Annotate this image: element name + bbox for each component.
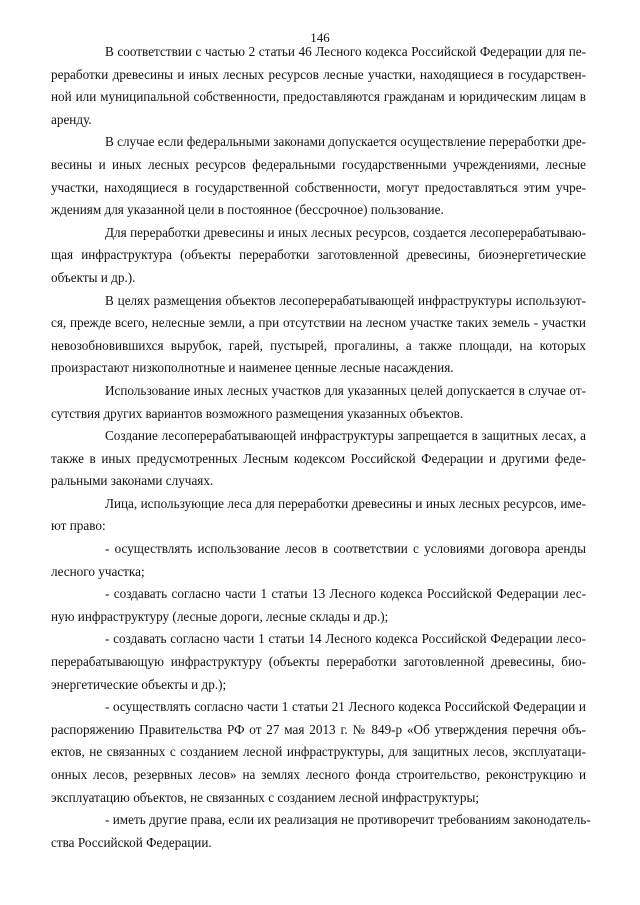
paragraph xyxy=(51,696,586,809)
text-line: Использование иных лесных участков для указанных целей допускается в случае от- xyxy=(105,382,586,398)
paragraph xyxy=(51,131,587,221)
paragraph xyxy=(51,809,591,854)
text-line: распоряжению Правительства РФ от 27 мая 2013 г. № 849-р «Об утверждения перечня объ- xyxy=(51,721,586,737)
text-line: ждениям для указанной цели в постоянное (бессрочное) пользование. xyxy=(51,202,444,218)
text-line: Для переработки древесины и иных лесных ресурсов, создается лесоперерабатываю- xyxy=(105,224,586,240)
page-number: 146 xyxy=(310,30,330,45)
text-line: щая инфраструктура (объекты переработки заготовленной древесины, биоэнергетические xyxy=(51,247,586,263)
text-line: эксплуатацию объектов, не связанных с созданием лесной инфраструктуры; xyxy=(51,789,479,805)
text-line: В соответствии с частью 2 статьи 46 Лесного кодекса Российской Федерации для пе- xyxy=(105,44,586,59)
text-line: ства Российской Федерации. xyxy=(51,834,212,850)
document-body xyxy=(51,41,591,854)
text-line: - иметь другие права, если их реализация не противоречит требованиям законодатель- xyxy=(105,812,591,828)
text-line: перерабатывающую инфраструктуру (объекты переработки заготовленной древесины, био- xyxy=(51,654,586,670)
text-line: ную инфраструктуру (лесные дороги, лесные склады и др.); xyxy=(51,608,389,624)
text-line: энергетические объекты и др.); xyxy=(51,676,227,692)
text-line: ральными законами случаях. xyxy=(51,473,214,489)
paragraph xyxy=(51,628,586,696)
text-line: ектов, не связанных с созданием лесной инфраструктуры, для защитных лесов, эксплуатаци- xyxy=(51,744,586,760)
text-line: реработки древесины и иных лесных ресурсов лесные участки, находящиеся в государствен- xyxy=(51,66,586,82)
text-line: участки, находящиеся в государственной собственности, могут предоставляться этим учре- xyxy=(51,179,586,195)
text-line: лесного участка; xyxy=(51,563,145,579)
text-line: - создавать согласно части 1 статьи 14 Лесного кодекса Российской Федерации лесо- xyxy=(105,631,586,647)
text-line: весины и иных лесных ресурсов федеральными государственными учреждениями, лесные xyxy=(51,156,586,172)
paragraph xyxy=(51,41,586,131)
text-line: - создавать согласно части 1 статьи 13 Лесного кодекса Российской Федерации лес- xyxy=(105,586,586,602)
text-line: объекты и др.). xyxy=(51,269,136,285)
text-line: ся, прежде всего, нелесные земли, а при отсутствии на лесном участке таких земель - участки xyxy=(51,315,586,331)
text-line: аренду. xyxy=(51,111,92,127)
text-line: произрастают низкополнотные и наименее ценные лесные насаждения. xyxy=(51,360,454,376)
paragraph xyxy=(51,290,586,380)
text-line: сутствия других вариантов возможного размещения указанных объектов. xyxy=(51,405,464,421)
text-line: В целях размещения объектов лесоперерабатывающей инфраструктуры используют- xyxy=(105,292,586,308)
text-line: Создание лесоперерабатывающей инфраструктуры запрещается в защитных лесах, а xyxy=(105,428,586,444)
paragraph xyxy=(51,222,586,290)
text-line: ют право: xyxy=(51,518,106,534)
paragraph xyxy=(51,493,586,538)
text-line: невозобновившихся вырубок, гарей, пустырей, прогалины, а также площади, на которых xyxy=(51,337,586,353)
paragraph xyxy=(51,380,586,425)
paragraph xyxy=(51,538,586,583)
text-line: Лица, использующие леса для переработки древесины и иных лесных ресурсов, име- xyxy=(105,495,586,511)
paragraph xyxy=(51,583,586,628)
text-line: онных лесов, резервных лесов» на землях лесного фонда строительство, реконструкцию и xyxy=(51,767,586,782)
text-line: - осуществлять использование лесов в соответствии с условиями договора аренды xyxy=(105,541,586,557)
paragraph xyxy=(51,425,586,493)
text-line: также в иных предусмотренных Лесным кодексом Российской Федерации и другими феде- xyxy=(51,450,586,466)
text-line: ной или муниципальной собственности, предоставляются гражданам и юридическим лицам в xyxy=(51,89,586,105)
text-line: В случае если федеральными законами допускается осуществление переработки дре- xyxy=(105,134,587,150)
text-line: - осуществлять согласно части 1 статьи 21 Лесного кодекса Российской Федерации и xyxy=(105,699,586,715)
